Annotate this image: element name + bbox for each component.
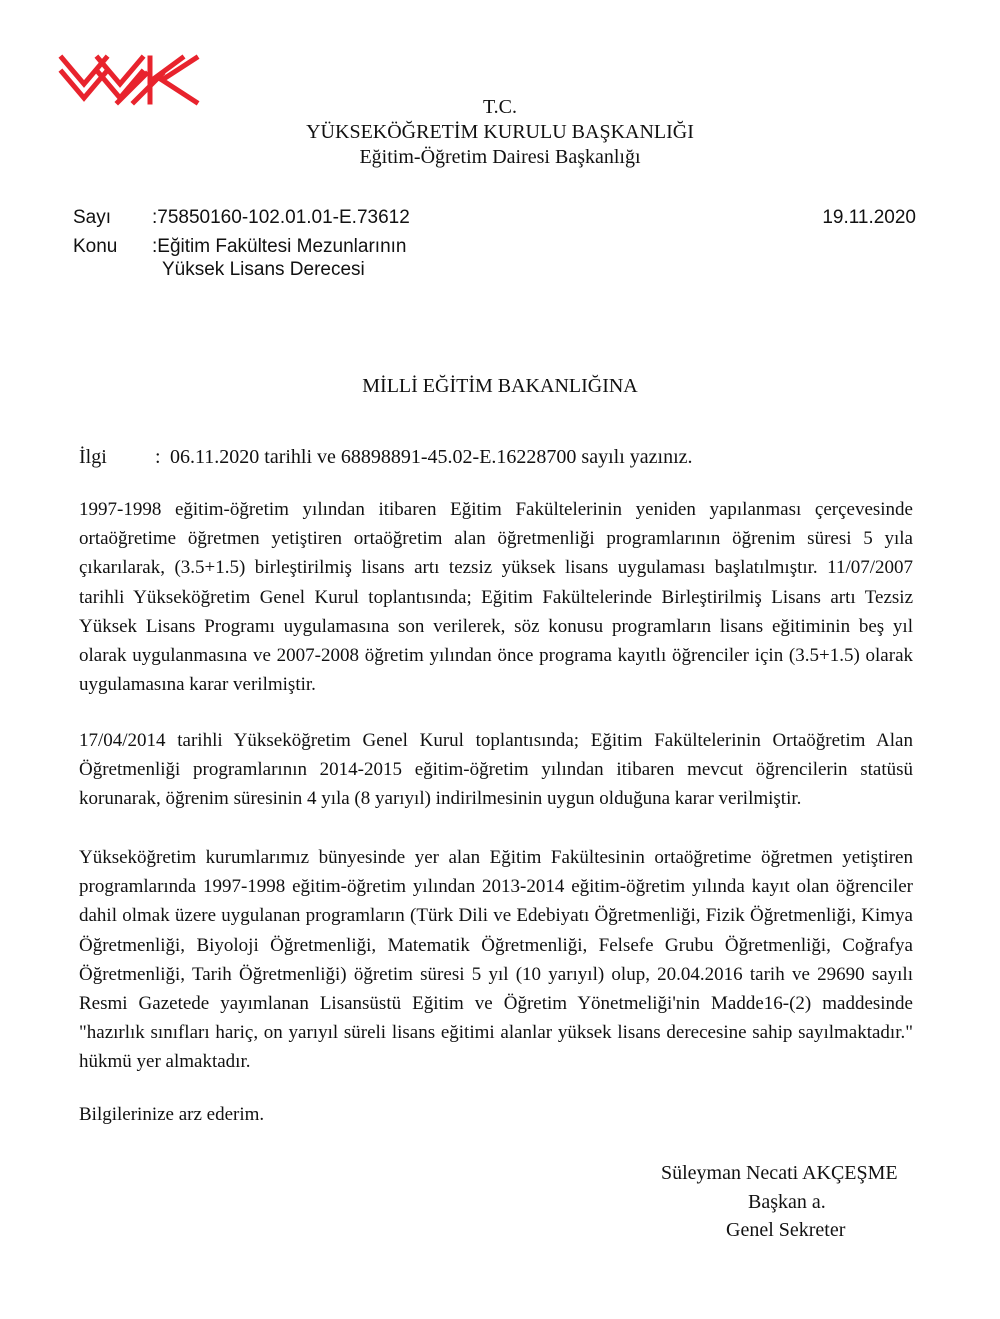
konu-value-line2: Yüksek Lisans Derecesi — [162, 259, 365, 280]
sayi-label: Sayı — [73, 207, 112, 228]
header-institution: YÜKSEKÖĞRETİM KURULU BAŞKANLIĞI — [306, 121, 694, 143]
header-tc: T.C. — [482, 96, 518, 118]
body-paragraph-1: 1997-1998 eğitim-öğretim yılından itibaren Eğitim Fakültelerinin yeniden yapılanması çerçevesinde ortaöğretime öğretmen yetiştiren ortaöğretim alan öğretmenliği programlarının öğrenim süresi 5 yıla çıkarılarak, (3.5+1.5) birleştirilmiş lisans artı tezsiz yüksek lisans uygulaması başlatılmıştır. 11/07/2007 tarihli Yükseköğretim Genel Kurul toplantısında; Eğitim Fakültelerinde Birleştirilmiş Lisans artı Tezsiz Yüksek Lisans Programı uygulamasına son verilerek, söz konusu programların lisans eğitiminin beş yıl olarak uygulanmasına ve 2007-2008 öğretim yılından önce programa kayıtlı öğrenciler için (3.5+1.5) olarak uygulamasına karar verilmiştir. — [79, 499, 913, 696]
konu-label: Konu — [73, 236, 118, 257]
body-paragraph-3: Yükseköğretim kurumlarımız bünyesinde yer alan Eğitim Fakültesinin ortaöğretime öğretmen yetiştiren programlarında 1997-1998 eğitim-öğretim yılından 2013-2014 eğitim-öğretim yılında kayıt olan öğrenciler dahil olmak üzere uygulanan programların (Türk Dili ve Edebiyatı Öğretmenliği, Fizik Öğretmenliği, Kimya Öğretmenliği, Biyoloji Öğretmenliği, Matematik Öğretmenliği, Felsefe Grubu Öğretmenliği, Coğrafya Öğretmenliği, Tarih Öğretmenliği) öğretim süresi 5 yıl (10 yarıyıl) olup, 20.04.2016 tarih ve 29690 sayılı Resmi Gazetede yayımlanan Lisansüstü Eğitim ve Öğretim Yönetmeliği'nin Madde16-(2) maddesinde "hazırlık sınıfları hariç, on yarıyıl süreli lisans eğitimi alanlar yüksek lisans derecesine sahip sayılmaktadır." hükmü yer almaktadır. — [79, 847, 913, 1073]
addressee: MİLLİ EĞİTİM BAKANLIĞINA — [362, 375, 638, 397]
signatory-name: Süleyman Necati AKÇEŞME — [661, 1162, 898, 1184]
sayi-value: :75850160-102.01.01-E.73612 — [152, 207, 410, 228]
document-date: 19.11.2020 — [822, 207, 916, 228]
header-department: Eğitim-Öğretim Dairesi Başkanlığı — [359, 146, 641, 168]
ilgi-colon: : — [155, 446, 161, 468]
ilgi-label: İlgi — [79, 446, 107, 468]
closing-text: Bilgilerinize arz ederim. — [79, 1104, 265, 1125]
konu-value-line1: :Eğitim Fakültesi Mezunlarının — [152, 236, 407, 257]
body-paragraph-2: 17/04/2014 tarihli Yükseköğretim Genel Kurul toplantısında; Eğitim Fakültelerinin Ortaöğretim Alan Öğretmenliği programlarının 2014-2015 eğitim-öğretim yılından itibaren mevcut öğrencilerin statüsü korunarak, öğrenim süresinin 4 yıla (8 yarıyıl) indirilmesinin uygun olduğuna karar verilmiştir. — [79, 730, 913, 810]
signatory-role: Genel Sekreter — [726, 1219, 846, 1241]
signatory-title: Başkan a. — [748, 1191, 826, 1213]
ilgi-value: 06.11.2020 tarihli ve 68898891-45.02-E.16228700 sayılı yazınız. — [170, 446, 693, 468]
